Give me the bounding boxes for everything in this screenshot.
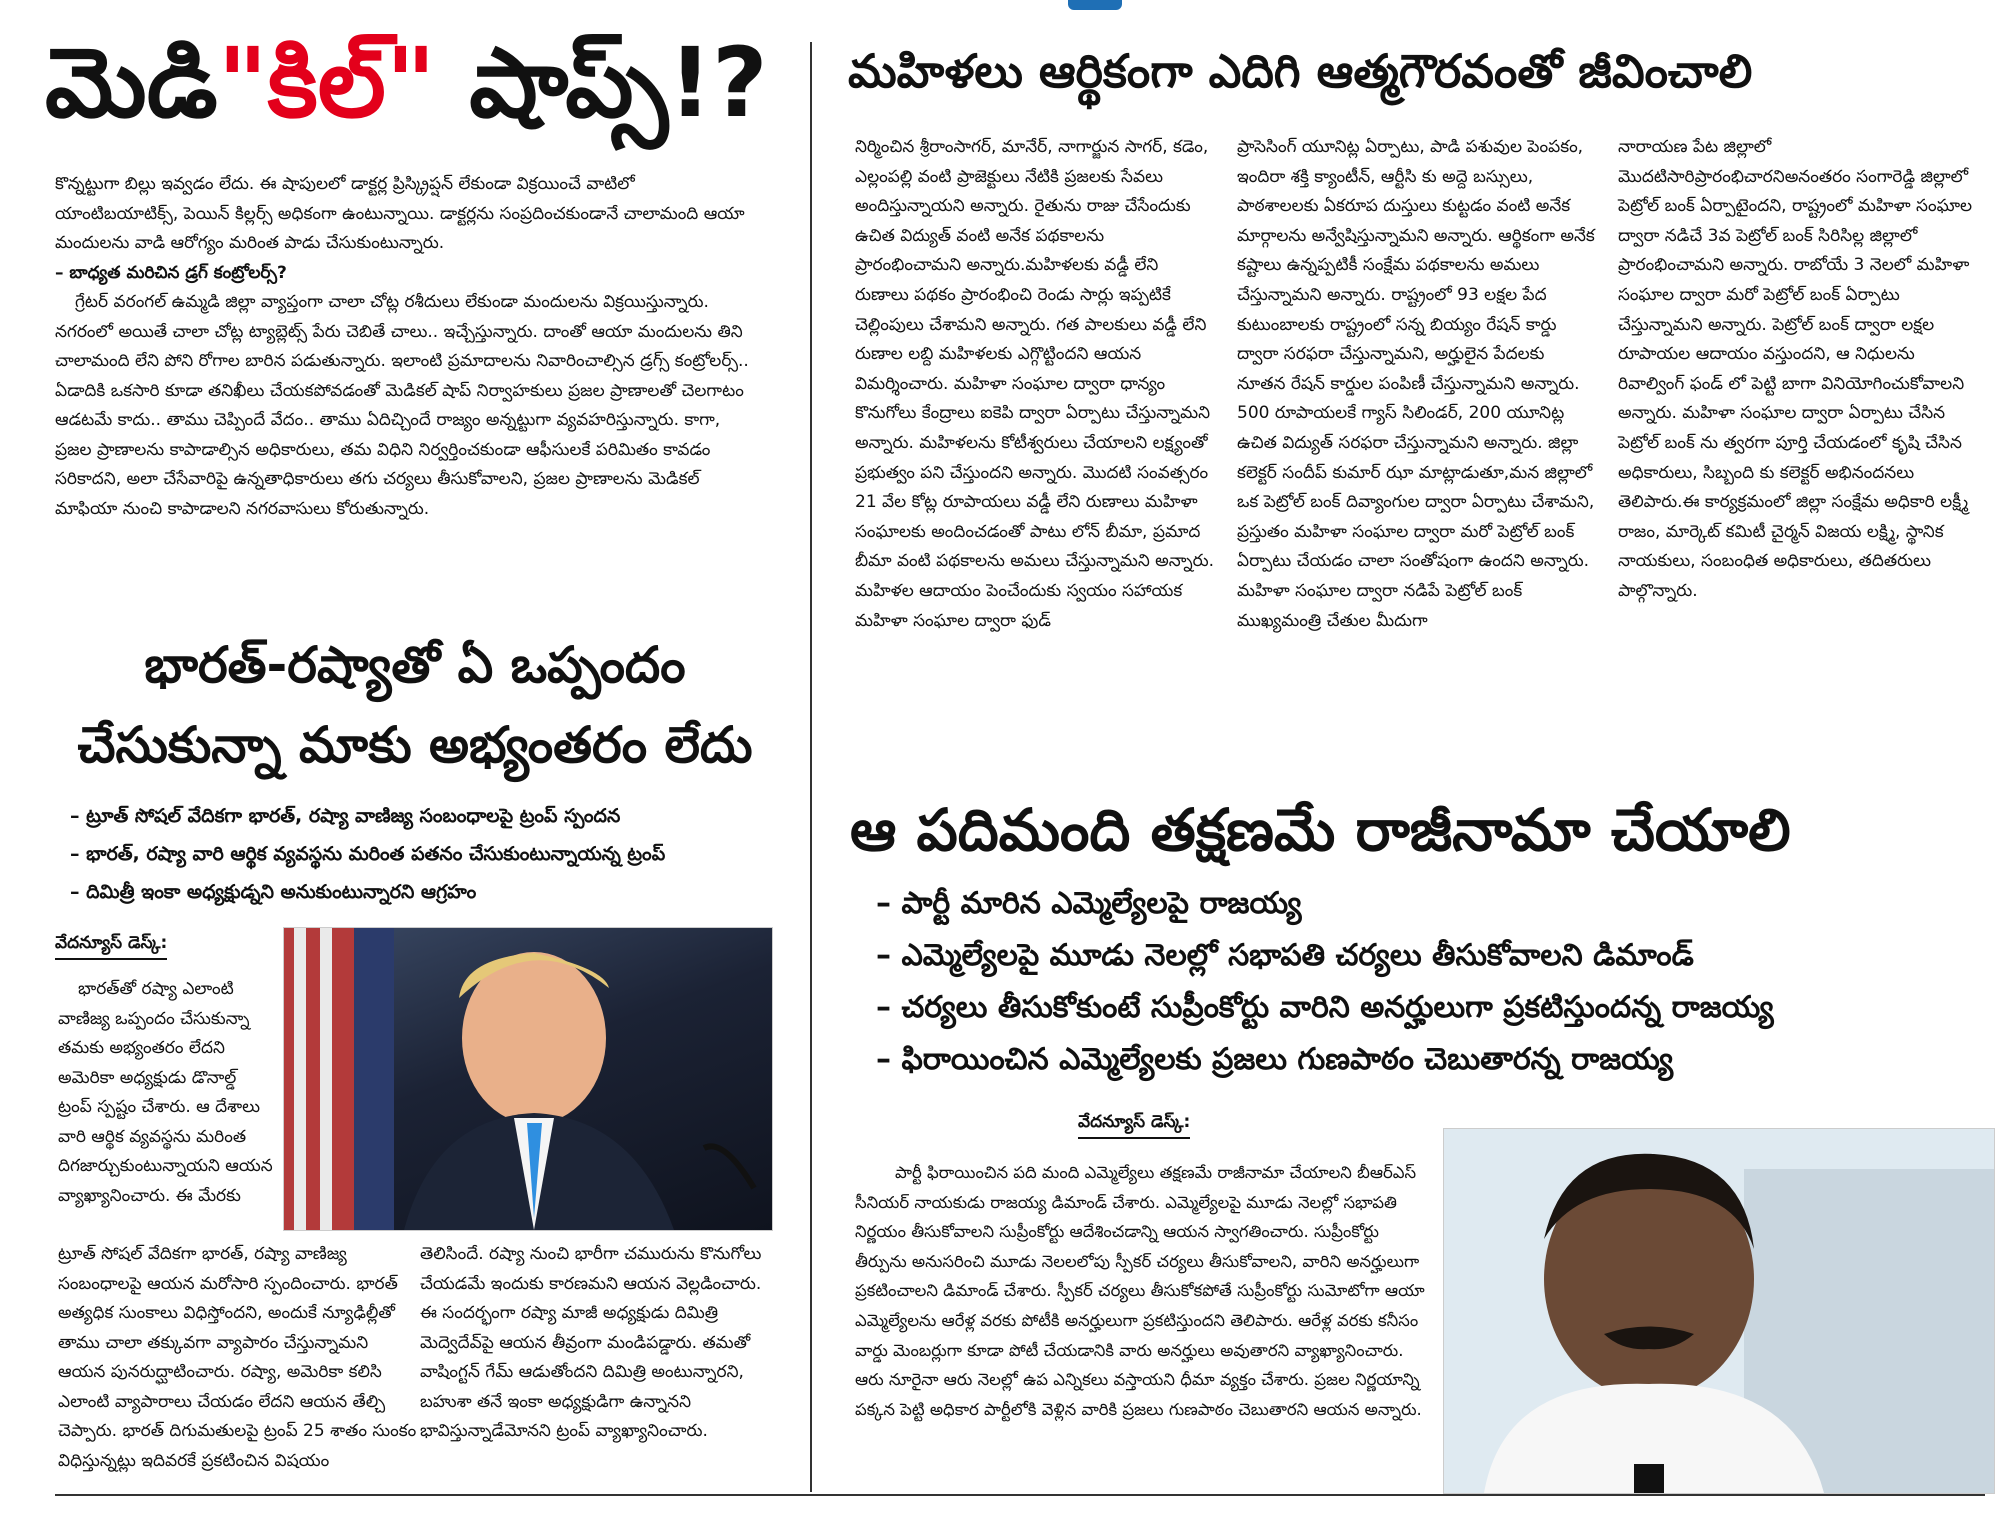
india-russia-story-part1: భారత్‌తో రష్యా ఎలాంటి వాణిజ్య ఒప్పందం చేసుకున్నా తమకు అభ్యంతరం లేదని అమెరికా అధ్యక్షుడు డొనాల్డ్ ట్రంప్ స్పష్టం చేశారు. ఆ దేశాలు వారి ఆర్థిక వ్యవస్థను మరింత దిగజార్చుకుంటున్నాయని ఆయన వ్యాఖ్యానించారు. ఈ మేరకు (58, 979, 273, 1206)
bullet-item: – ట్రూత్ సోషల్ వేదికగా భారత్, రష్యా వాణిజ్య సంబంధాలపై ట్రంప్ స్పందన (70, 805, 621, 827)
headline-part3: షాప్స్!? (435, 27, 768, 139)
bottom-rule (55, 1494, 1985, 1496)
headline-part2-red: "కిల్" (217, 27, 436, 139)
desk-label-text: వేదన్యూస్ డెస్క్: (1078, 1112, 1190, 1139)
photo-rajaiah-illustration (1444, 1129, 1994, 1493)
headline-part1: మెడి (45, 27, 218, 139)
bullet-item: – భారత్, రష్యా వారి ఆర్థిక వ్యవస్థను మరింత పతనం చేసుకుంటున్నాయన్న ట్రంప్ (70, 843, 666, 865)
india-russia-story-part3: తెలిసిందే. రష్యా నుంచి భారీగా చమురును కొనుగోలు చేయడమే ఇందుకు కారణమని ఆయన వెల్లడించారు. ఈ సందర్భంగా రష్యా మాజీ అధ్యక్షుడు దిమిత్రి మెద్వెదేవ్‌పై ఆయన తీవ్రంగా మండిపడ్డారు. తమతో వాషింగ్టన్ గేమ్ ఆడుతోందని దిమిత్రి అంటున్నారని, బహుశా తనే ఇంకా అధ్యక్షుడిగా ఉన్నానని భావిస్తున్నాడేమోనని ట్రంప్ వ్యాఖ్యానించారు. (420, 1244, 762, 1441)
photo-trump-illustration (284, 928, 772, 1230)
headline-medikill-shops (45, 28, 805, 138)
women-story-column-2: ప్రాసెసింగ్ యూనిట్ల ఏర్పాటు, పాడి పశువుల పెంపకం, ఇందిరా శక్తి క్యాంటీన్, ఆర్టీసి కు అద్దె బస్సులు, పాఠశాలలకు ఏకరూప దుస్తులు కుట్టడం వంటి అనేక మార్గాలను అన్వేషిస్తున్నామని అన్నారు. ఆర్థికంగా అనేక కష్టాలు ఉన్నప్పటికీ సంక్షేమ పథకాలను అమలు చేస్తున్నామని అన్నారు. రాష్ట్రంలో 93 లక్షల పేద కుటుంబాలకు రాష్ట్రంలో సన్న బియ్యం రేషన్ కార్డు ద్వారా సరఫరా చేస్తున్నామని, అర్హులైన పేదలకు నూతన రేషన్ కార్డుల పంపిణీ చేస్తున్నామని అన్నారు. 500 రూపాయలకే గ్యాస్ సిలిండర్, 200 యూనిట్ల ఉచిత విద్యుత్ సరఫరా చేస్తున్నామని అన్నారు. జిల్లా కలెక్టర్ సందీప్ కుమార్ ఝా మాట్లాడుతూ,మన జిల్లాలో ఒక పెట్రోల్ బంక్ దివ్యాంగుల ద్వారా ఏర్పాటు చేశామని, ప్రస్తుతం మహిళా సంఘాల ద్వారా మరో పెట్రోల్ బంక్ ఏర్పాటు చేయడం చాలా సంతోషంగా ఉందని అన్నారు. మహిళా సంఘాల ద్వారా నడిపే పెట్రోల్ బంక్ ముఖ్యమంత్రి చేతుల మీదుగా (1237, 137, 1595, 631)
headline-india-russia-line1: భారత్-రష్యాతో ఏ ఒప్పందం (144, 636, 686, 694)
women-story-column-3: నారాయణ పేట జిల్లాలో మొదటిసారిప్రారంభిచారనిఅనంతరం సంగారెడ్డి జిల్లాలో పెట్రోల్ బంక్ ఏర్పాటైందని, రాష్ట్రంలో మహిళా సంఘాల ద్వారా నడిచే 3వ పెట్రోల్ బంక్ సిరిసిల్ల జిల్లాలో ప్రారంభించామని అన్నారు. రాబోయే 3 నెలలో మహిళా సంఘాల ద్వారా మరో పెట్రోల్ బంక్ ఏర్పాటు చేస్తున్నామని అన్నారు. పెట్రోల్ బంక్ ద్వారా లక్షల రూపాయల ఆదాయం వస్తుందని, ఆ నిధులను రివాల్వింగ్ ఫండ్ లో పెట్టి బాగా వినియోగించుకోవాలని అన్నారు. మహిళా సంఘాల ద్వారా ఏర్పాటు చేసిన పెట్రోల్ బంక్ ను త్వరగా పూర్తి చేయడంలో కృషి చేసిన అధికారులు, సిబ్బంది కు కలెక్టర్ అభినందనలు తెలిపారు.ఈ కార్యక్రమంలో జిల్లా సంక్షేమ అధికారి లక్ష్మీ రాజం, మార్కెట్ కమిటీ చైర్మన్ విజయ లక్ష్మి, స్థానిక నాయకులు, సంబంధిత అధికారులు, తదితరులు పాల్గొన్నారు. (1618, 137, 1973, 601)
resign-story-body: పార్టీ ఫిరాయించిన పది మంది ఎమ్మెల్యేలు తక్షణమే రాజీనామా చేయాలని బీఆర్ఎస్ సీనియర్ నాయకుడు రాజయ్య డిమాండ్ చేశారు. ఎమ్మెల్యేలపై మూడు నెలల్లో సభాపతి నిర్ణయం తీసుకోవాలని సుప్రీంకోర్టు ఆదేశించడాన్ని ఆయన స్వాగతించారు. సుప్రీంకోర్టు తీర్పును అనుసరించి మూడు నెలలలోపు స్పీకర్ చర్యలు తీసుకోవాలని, వారిని అనర్హులుగా ప్రకటించాలని డిమాండ్ చేశారు. స్పీకర్ చర్యలు తీసుకోకపోతే సుప్రీంకోర్టు సుమోటోగా ఆయా ఎమ్మెల్యేలను ఆరేళ్ల వరకు పోటీకి అనర్హులుగా ప్రకటిస్తుందని తెలిపారు. ఆరేళ్ల వరకు కనీసం వార్డు మెంబర్లుగా కూడా పోటీ చేయడానికి వారు అనర్హులు అవుతారని వ్యాఖ్యానించారు. ఆరు నూరైనా ఆరు నెలల్లో ఉప ఎన్నికలు వస్తాయని ధీమా వ్యక్తం చేశారు. ప్రజల నిర్ణయాన్ని పక్కన పెట్టి అధికార పార్టీలోకి వెళ్లిన వారికి ప్రజలు గుణపాఠం చెబుతారని ఆయన అన్నారు. (855, 1163, 1425, 1419)
subheading: – బాధ్యత మరిచిన డ్రగ్ కంట్రోలర్స్? (55, 262, 287, 283)
headline-india-russia-line2: చేసుకున్నా మాకు అభ్యంతరం లేదు (77, 716, 753, 774)
headline-women-empowerment: మహిళలు ఆర్థికంగా ఎదిగి ఆత్మగౌరవంతో జీవించాలి (848, 44, 1753, 98)
desk-label-text: వేదన్యూస్ డెస్క్: (55, 933, 167, 960)
headline-ten-resign: ఆ పదిమంది తక్షణమే రాజీనామా చేయాలి (850, 796, 1791, 864)
paragraph: కొన్నట్టుగా బిల్లు ఇవ్వడం లేదు. ఈ షాపులలో డాక్టర్ల ప్రిస్క్రిప్షన్ లేకుండా విక్రయించే వాటిలో యాంటిబయాటిక్స్, పెయిన్ కిల్లర్స్ అధికంగా ఉంటున్నాయి. డాక్టర్లను సంప్రదించకుండానే చాలామంది ఆయా మందులను వాడి ఆరోగ్యం మరింత పాడు చేసుకుంటున్నారు. (55, 174, 745, 253)
desk-label (55, 933, 167, 960)
women-story-column-1: నిర్మించిన శ్రీరాంసాగర్, మానేర్, నాగార్జున సాగర్, కడెం, ఎల్లంపల్లి వంటి ప్రాజెక్టులు నేటికి ప్రజలకు సేవలు అందిస్తున్నాయని అన్నారు. రైతును రాజు చేసేందుకు ఉచిత విద్యుత్ వంటి అనేక పథకాలను ప్రారంభించామని అన్నారు.మహిళలకు వడ్డీ లేని రుణాలు పథకం ప్రారంభించి రెండు సార్లు ఇప్పటికే చెల్లింపులు చేశామని అన్నారు. గత పాలకులు వడ్డీ లేని రుణాల లబ్ది మహిళలకు ఎగ్గొట్టిందని ఆయన విమర్శించారు. మహిళా సంఘాల ద్వారా ధాన్యం కొనుగోలు కేంద్రాలు ఐకెపి ద్వారా ఏర్పాటు చేస్తున్నామని అన్నారు. మహిళలను కోటీశ్వరులు చేయాలని లక్ష్యంతో ప్రభుత్వం పని చేస్తుందని అన్నారు. మొదటి సంవత్సరం 21 వేల కోట్ల రూపాయలు వడ్డీ లేని రుణాలు మహిళా సంఘాలకు అందించడంతో పాటు లోన్ బీమా, ప్రమాద బీమా వంటి పథకాలను అమలు చేస్తున్నామని అన్నారు. మహిళల ఆదాయం పెంచేందుకు స్వయం సహాయక మహిళా సంఘాల ద్వారా ఫుడ్ (855, 137, 1215, 631)
bullet-item: – ఫిరాయించిన ఎమ్మెల్యేలకు ప్రజలు గుణపాఠం చెబుతారన్న రాజయ్య (876, 1042, 1674, 1077)
photo-trump (283, 927, 773, 1231)
bullet-item: – దిమిత్రీ ఇంకా అధ్యక్షుడ్నని అనుకుంటున్నారని ఆగ్రహం (70, 881, 477, 903)
bullet-item: – పార్టీ మారిన ఎమ్మెల్యేలపై రాజయ్య (876, 886, 1302, 921)
india-russia-bullets (70, 797, 790, 911)
desk-label (1078, 1112, 1190, 1139)
india-russia-story-part2: ట్రూత్ సోషల్ వేదికగా భారత్, రష్యా వాణిజ్య సంబంధాలపై ఆయన మరోసారి స్పందించారు. భారత్ అత్యధిక సుంకాలు విధిస్తోందని, అందుకే న్యూఢిల్లీతో తాము చాలా తక్కువగా వ్యాపారం చేస్తున్నామని ఆయన పునరుద్ఘాటించారు. రష్యా, అమెరికా కలిసి ఎలాంటి వ్యాపారాలు చేయడం లేదని ఆయన తేల్చి చెప్పారు. భారత్ దిగుమతులపై ట్రంప్ 25 శాతం సుంకం విధిస్తున్నట్లు ఇదివరకే ప్రకటించిన విషయం (58, 1244, 417, 1471)
bullet-item: – చర్యలు తీసుకోకుంటే సుప్రీంకోర్టు వారిని అనర్హులుగా ప్రకటిస్తుందన్న రాజయ్య (876, 990, 1774, 1025)
top-tab (1068, 0, 1122, 10)
photo-rajaiah (1443, 1128, 1995, 1494)
resign-bullets (876, 878, 1986, 1086)
bullet-item: – ఎమ్మెల్యేలపై మూడు నెలల్లో సభాపతి చర్యలు తీసుకోవాలని డిమాండ్ (876, 938, 1694, 973)
paragraph: గ్రేటర్ వరంగల్ ఉమ్మడి జిల్లా వ్యాప్తంగా చాలా చోట్ల రశీదులు లేకుండా మందులను విక్రయిస్తున్నారు. నగరంలో అయితే చాలా చోట్ల ట్యాబ్లెట్స్ పేరు చెబితే చాలు.. ఇచ్చేస్తున్నారు. దాంతో ఆయా మందులను తిని చాలామంది లేని పోని రోగాల బారిన పడుతున్నారు. ఇలాంటి ప్రమాదాలను నివారించాల్సిన డ్రగ్స్ కంట్రోలర్స్.. ఏడాదికి ఒకసారి కూడా తనిఖీలు చేయకపోవడంతో మెడికల్ షాప్ నిర్వాహకులు ప్రజల ప్రాణాలతో చెలగాటం ఆడటమే కాదు.. తాము చెప్పిందే వేదం.. తాము ఏదిచ్చిందే రాజ్యం అన్నట్టుగా వ్యవహరిస్తున్నారు. కాగా, ప్రజల ప్రాణాలను కాపాడాల్సిన అధికారులు, తమ విధిని నిర్వర్తించకుండా ఆఫీసులకే పరిమితం కావడం సరికాదని, అలా చేసేవారిపై ఉన్నతాధికారులు తగు చర్యలు తీసుకోవాలని, ప్రజల ప్రాణాలను మెడికల్ మాఫియా నుంచి కాపాడాలని నగరవాసులు కోరుతున్నారు. (55, 292, 749, 519)
article-medikill-body (55, 170, 755, 524)
column-divider (810, 42, 812, 1492)
